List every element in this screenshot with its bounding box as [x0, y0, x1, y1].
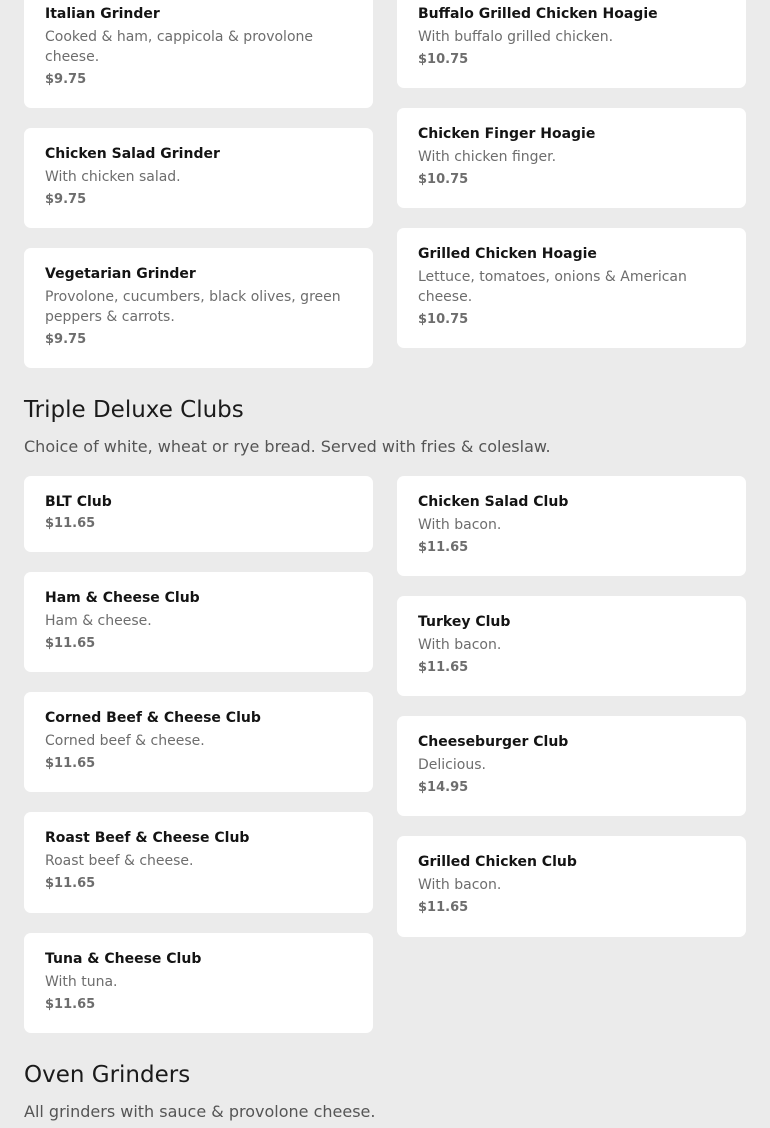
- menu-item-card[interactable]: [24, 0, 373, 108]
- item-price: $11.65: [418, 900, 469, 915]
- item-name: Buffalo Grilled Chicken Hoagie: [418, 6, 658, 22]
- menu-item-card[interactable]: [24, 692, 373, 792]
- item-description: Delicious.: [418, 757, 486, 773]
- item-description: With chicken salad.: [45, 169, 181, 185]
- item-description: Lettuce, tomatoes, onions & American cheese.: [418, 269, 687, 305]
- section-subtitle: Choice of white, wheat or rye bread. Served with fries & coleslaw.: [24, 437, 551, 456]
- item-name: BLT Club: [45, 494, 112, 510]
- menu-item-card[interactable]: [397, 228, 746, 348]
- item-price: $11.65: [45, 997, 96, 1012]
- menu-item-card[interactable]: [397, 716, 746, 816]
- item-name: Chicken Salad Grinder: [45, 146, 220, 162]
- item-description: Roast beef & cheese.: [45, 853, 194, 869]
- item-name: Grilled Chicken Club: [418, 854, 577, 870]
- item-price: $11.65: [45, 636, 96, 651]
- menu-item-card[interactable]: [24, 812, 373, 913]
- item-description: Cooked & ham, cappicola & provolone cheese.: [45, 29, 314, 65]
- item-name: Grilled Chicken Hoagie: [418, 246, 597, 262]
- item-description: Ham & cheese.: [45, 613, 152, 629]
- section-title: Triple Deluxe Clubs: [24, 397, 244, 423]
- section-subtitle: All grinders with sauce & provolone cheese.: [24, 1102, 376, 1121]
- item-name: Chicken Finger Hoagie: [418, 126, 596, 142]
- menu-item-card[interactable]: [397, 836, 746, 937]
- item-price: $10.75: [418, 312, 469, 327]
- menu-item-card[interactable]: [397, 596, 746, 696]
- item-price: $11.65: [418, 540, 469, 555]
- item-price: $11.65: [45, 876, 96, 891]
- item-description: With tuna.: [45, 974, 118, 990]
- item-price: $14.95: [418, 780, 469, 795]
- item-description: Provolone, cucumbers, black olives, green peppers & carrots.: [45, 289, 341, 325]
- item-price: $10.75: [418, 52, 469, 67]
- item-description: With buffalo grilled chicken.: [418, 29, 614, 45]
- item-name: Cheeseburger Club: [418, 734, 569, 750]
- menu-item-card[interactable]: [397, 0, 746, 88]
- item-name: Chicken Salad Club: [418, 494, 569, 510]
- item-description: With bacon.: [418, 877, 502, 893]
- menu-item-card[interactable]: [24, 248, 373, 368]
- menu-item-card[interactable]: [24, 476, 373, 552]
- menu-item-card[interactable]: [24, 128, 373, 228]
- item-name: Ham & Cheese Club: [45, 590, 200, 606]
- item-price: $9.75: [45, 332, 87, 347]
- item-price: $11.65: [418, 660, 469, 675]
- item-price: $9.75: [45, 192, 87, 207]
- menu-item-card[interactable]: [24, 933, 373, 1033]
- item-description: With bacon.: [418, 517, 502, 533]
- menu-item-card[interactable]: [397, 108, 746, 208]
- section-title: Oven Grinders: [24, 1062, 191, 1088]
- item-name: Italian Grinder: [45, 6, 160, 22]
- item-price: $10.75: [418, 172, 469, 187]
- item-price: $11.65: [45, 516, 96, 531]
- item-name: Vegetarian Grinder: [45, 266, 196, 282]
- item-description: Corned beef & cheese.: [45, 733, 205, 749]
- menu-item-card[interactable]: [24, 572, 373, 672]
- item-name: Roast Beef & Cheese Club: [45, 830, 250, 846]
- menu-item-card[interactable]: [397, 476, 746, 576]
- item-name: Turkey Club: [418, 614, 511, 630]
- item-name: Corned Beef & Cheese Club: [45, 710, 261, 726]
- item-description: With bacon.: [418, 637, 502, 653]
- item-name: Tuna & Cheese Club: [45, 951, 202, 967]
- item-price: $11.65: [45, 756, 96, 771]
- item-description: With chicken finger.: [418, 149, 557, 165]
- item-price: $9.75: [45, 72, 87, 87]
